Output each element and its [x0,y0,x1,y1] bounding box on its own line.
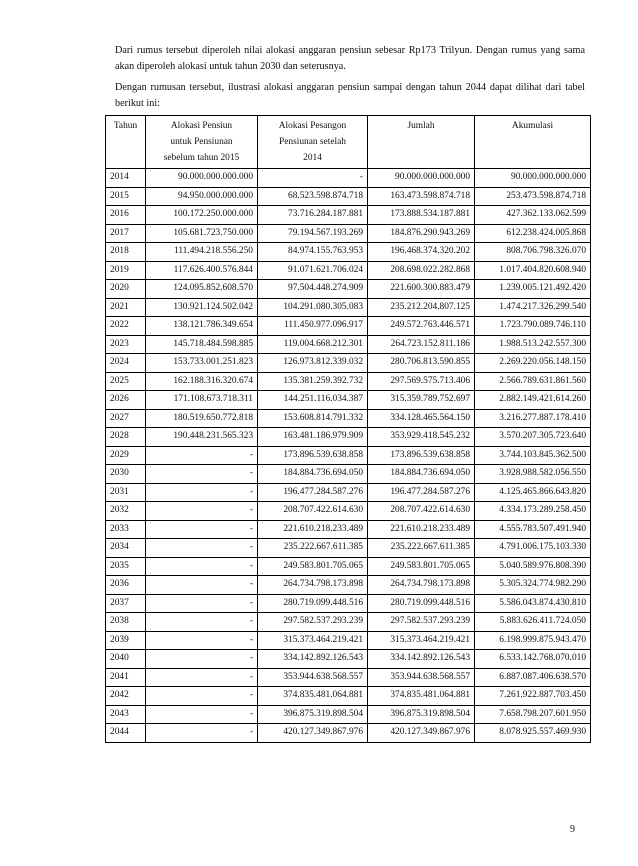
cell-jumlah: 297.569.575.713.406 [368,372,475,391]
table-row [106,668,591,687]
cell-alokasi-pesangon: 84.974.155.763.953 [258,243,368,262]
cell-alokasi-pensiun: 117.626.400.576.844 [146,261,258,280]
table-row [106,206,591,225]
page-number: 9 [570,824,575,835]
cell-alokasi-pesangon: - [258,169,368,188]
cell-jumlah: 297.582.537.293.239 [368,613,475,632]
cell-jumlah: 420.127.349.867.976 [368,724,475,743]
cell-jumlah: 264.734.798.173.898 [368,576,475,595]
cell-akumulasi: 1.723.790.089.746.110 [475,317,591,336]
cell-tahun: 2025 [106,372,146,391]
table-row [106,631,591,650]
cell-alokasi-pensiun: - [146,687,258,706]
cell-alokasi-pensiun: - [146,465,258,484]
cell-tahun: 2023 [106,335,146,354]
cell-alokasi-pensiun: - [146,557,258,576]
cell-alokasi-pesangon: 173.896.539.638.858 [258,446,368,465]
cell-alokasi-pesangon: 315.373.464.219.421 [258,631,368,650]
table-row [106,557,591,576]
cell-alokasi-pesangon: 119.004.668.212.301 [258,335,368,354]
cell-jumlah: 208.707.422.614.630 [368,502,475,521]
table-intro-paragraph: Dengan rumusan tersebut, ilustrasi alokasi anggaran pensiun sampai dengan tahun 2044 dapat dilihat dari tabel berikut ini: [115,82,585,109]
cell-jumlah: 334.128.465.564.150 [368,409,475,428]
cell-alokasi-pensiun: 171.108.673.718.311 [146,391,258,410]
cell-tahun: 2034 [106,539,146,558]
table-row [106,187,591,206]
cell-tahun: 2018 [106,243,146,262]
cell-alokasi-pensiun: - [146,539,258,558]
header-line: Alokasi Pensiun [170,121,233,131]
cell-alokasi-pesangon: 221.610.218.233.489 [258,520,368,539]
cell-akumulasi: 5.586.043.874.430.810 [475,594,591,613]
cell-akumulasi: 253.473.598.874.718 [475,187,591,206]
header-tahun [106,116,146,169]
cell-tahun: 2022 [106,317,146,336]
cell-tahun: 2032 [106,502,146,521]
cell-akumulasi: 7.261.922.887.703.450 [475,687,591,706]
table-row [106,465,591,484]
cell-akumulasi: 3.928.988.582.056.550 [475,465,591,484]
cell-alokasi-pensiun: - [146,520,258,539]
header-jumlah [368,116,475,169]
pension-allocation-table [105,115,591,743]
cell-alokasi-pensiun: - [146,705,258,724]
header-line: 2014 [303,153,322,163]
cell-akumulasi: 1.239.005.121.492.420 [475,280,591,299]
table-row [106,391,591,410]
cell-akumulasi: 3.744.103.845.362.500 [475,446,591,465]
cell-akumulasi: 1.988.513.242.557.300 [475,335,591,354]
cell-jumlah: 196.468.374.320.202 [368,243,475,262]
cell-tahun: 2035 [106,557,146,576]
table-row [106,372,591,391]
cell-alokasi-pensiun: - [146,576,258,595]
cell-jumlah: 315.373.464.219.421 [368,631,475,650]
cell-akumulasi: 6.198.999.875.943.470 [475,631,591,650]
table-row [106,335,591,354]
cell-akumulasi: 2.882.149.421.614.260 [475,391,591,410]
cell-alokasi-pensiun: - [146,613,258,632]
cell-tahun: 2033 [106,520,146,539]
cell-tahun: 2021 [106,298,146,317]
cell-tahun: 2044 [106,724,146,743]
cell-alokasi-pesangon: 420.127.349.867.976 [258,724,368,743]
table-row [106,687,591,706]
cell-alokasi-pensiun: 105.681.723.750.000 [146,224,258,243]
cell-akumulasi: 8.078.925.557.469.930 [475,724,591,743]
cell-jumlah: 334.142.892.126.543 [368,650,475,669]
cell-alokasi-pensiun: 130.921.124.502.042 [146,298,258,317]
table-row [106,539,591,558]
cell-alokasi-pesangon: 208.707.422.614.630 [258,502,368,521]
cell-akumulasi: 90.000.000.000.000 [475,169,591,188]
cell-akumulasi: 5.305.324.774.982.290 [475,576,591,595]
table-row [106,724,591,743]
cell-alokasi-pesangon: 73.716.284.187.881 [258,206,368,225]
cell-jumlah: 353.929.418.545.232 [368,428,475,447]
table-row [106,298,591,317]
table-row [106,243,591,262]
cell-alokasi-pesangon: 264.734.798.173.898 [258,576,368,595]
cell-tahun: 2038 [106,613,146,632]
table-row [106,280,591,299]
cell-jumlah: 280.719.099.448.516 [368,594,475,613]
cell-jumlah: 208.698.022.282.868 [368,261,475,280]
cell-akumulasi: 4.555.783.507.491.940 [475,520,591,539]
cell-tahun: 2043 [106,705,146,724]
cell-jumlah: 90.000.000.000.000 [368,169,475,188]
header-line: Alokasi Pesangon [278,121,347,131]
cell-alokasi-pesangon: 135.381.259.392.732 [258,372,368,391]
table-row [106,261,591,280]
cell-jumlah: 315.359.789.752.697 [368,391,475,410]
cell-akumulasi: 6.887.087.406.638.570 [475,668,591,687]
cell-tahun: 2030 [106,465,146,484]
cell-alokasi-pensiun: 138.121.786.349.654 [146,317,258,336]
cell-tahun: 2020 [106,280,146,299]
cell-jumlah: 173.888.534.187.881 [368,206,475,225]
cell-alokasi-pensiun: 100.172.250.000.000 [146,206,258,225]
cell-alokasi-pesangon: 196.477.284.587.276 [258,483,368,502]
cell-alokasi-pensiun: 94.950.000.000.000 [146,187,258,206]
cell-alokasi-pesangon: 334.142.892.126.543 [258,650,368,669]
cell-tahun: 2027 [106,409,146,428]
table-row [106,409,591,428]
intro-paragraph: Dari rumus tersebut diperoleh nilai alokasi anggaran pensiun sebesar Rp173 Trilyun. Dengan rumus yang sama akan diperoleh alokasi untuk tahun 2030 dan seterusnya. [115,45,585,72]
cell-alokasi-pensiun: - [146,446,258,465]
cell-jumlah: 184.884.736.694.050 [368,465,475,484]
cell-akumulasi: 4.334.173.289.258.450 [475,502,591,521]
table-row [106,705,591,724]
table-row [106,317,591,336]
cell-tahun: 2019 [106,261,146,280]
cell-alokasi-pensiun: 124.095.852.608.570 [146,280,258,299]
cell-alokasi-pesangon: 280.719.099.448.516 [258,594,368,613]
header-alokasi-pesangon [258,116,368,169]
table-row [106,576,591,595]
cell-alokasi-pensiun: 162.188.316.320.674 [146,372,258,391]
cell-alokasi-pesangon: 163.481.186.979.909 [258,428,368,447]
cell-jumlah: 280.706.813.590.855 [368,354,475,373]
cell-tahun: 2040 [106,650,146,669]
cell-alokasi-pesangon: 353.944.638.568.557 [258,668,368,687]
cell-tahun: 2029 [106,446,146,465]
cell-akumulasi: 6.533.142.768.070.010 [475,650,591,669]
cell-jumlah: 196.477.284.587.276 [368,483,475,502]
cell-tahun: 2016 [106,206,146,225]
cell-alokasi-pesangon: 184.884.736.694.050 [258,465,368,484]
cell-alokasi-pesangon: 111.450.977.096.917 [258,317,368,336]
table-row [106,520,591,539]
cell-alokasi-pesangon: 374.835.481.064.881 [258,687,368,706]
table-row [106,594,591,613]
table-row [106,613,591,632]
cell-alokasi-pesangon: 235.222.667.611.385 [258,539,368,558]
cell-akumulasi: 427.362.133.062.599 [475,206,591,225]
table-row [106,483,591,502]
header-line: sebelum tahun 2015 [163,153,240,163]
cell-jumlah: 264.723.152.811.186 [368,335,475,354]
cell-alokasi-pensiun: - [146,650,258,669]
cell-tahun: 2037 [106,594,146,613]
table-row [106,650,591,669]
table-row [106,502,591,521]
cell-akumulasi: 612.238.424.005.868 [475,224,591,243]
table-row [106,354,591,373]
cell-alokasi-pesangon: 297.582.537.293.239 [258,613,368,632]
table-row [106,446,591,465]
cell-akumulasi: 2.269.220.056.148.150 [475,354,591,373]
cell-jumlah: 221.600.300.883.479 [368,280,475,299]
cell-tahun: 2028 [106,428,146,447]
header-line: Jumlah [407,121,435,131]
cell-jumlah: 396.875.319.898.504 [368,705,475,724]
cell-alokasi-pesangon: 126.973.812.339.032 [258,354,368,373]
cell-tahun: 2017 [106,224,146,243]
cell-akumulasi: 5.040.589.976.808.390 [475,557,591,576]
header-line: Tahun [113,121,138,131]
cell-tahun: 2031 [106,483,146,502]
cell-tahun: 2039 [106,631,146,650]
cell-tahun: 2014 [106,169,146,188]
cell-akumulasi: 7.658.798.207.601.950 [475,705,591,724]
cell-akumulasi: 808.706.798.326.070 [475,243,591,262]
cell-alokasi-pesangon: 68.523.598.874.718 [258,187,368,206]
cell-akumulasi: 4.791.006.175.103.330 [475,539,591,558]
cell-alokasi-pesangon: 79.194.567.193.269 [258,224,368,243]
header-line: Akumulasi [511,121,554,131]
cell-alokasi-pesangon: 396.875.319.898.504 [258,705,368,724]
table-row [106,169,591,188]
header-alokasi-pensiun [146,116,258,169]
cell-jumlah: 173.896.539.638.858 [368,446,475,465]
cell-akumulasi: 4.125.465.866.643.820 [475,483,591,502]
cell-alokasi-pensiun: - [146,668,258,687]
cell-alokasi-pesangon: 249.583.801.705.065 [258,557,368,576]
cell-jumlah: 163.473.598.874.718 [368,187,475,206]
cell-akumulasi: 2.566.789.631.861.560 [475,372,591,391]
cell-jumlah: 249.583.801.705.065 [368,557,475,576]
cell-akumulasi: 5.883.626.411.724.050 [475,613,591,632]
cell-alokasi-pensiun: 90.000.000.000.000 [146,169,258,188]
header-line: untuk Pensiunan [170,137,233,147]
cell-alokasi-pensiun: - [146,631,258,650]
table-header-row [106,116,591,169]
cell-alokasi-pesangon: 104.291.080.305.083 [258,298,368,317]
cell-tahun: 2024 [106,354,146,373]
cell-akumulasi: 1.474.217.326.299.540 [475,298,591,317]
cell-alokasi-pesangon: 91.071.621.706.024 [258,261,368,280]
cell-jumlah: 249.572.763.446.571 [368,317,475,336]
cell-alokasi-pensiun: 111.494.218.556.250 [146,243,258,262]
cell-alokasi-pensiun: 153.733.001.251.823 [146,354,258,373]
cell-jumlah: 235.222.667.611.385 [368,539,475,558]
cell-alokasi-pensiun: 145.718.484.598.885 [146,335,258,354]
table-body [106,169,591,743]
table-row [106,428,591,447]
cell-jumlah: 221.610.218.233.489 [368,520,475,539]
cell-tahun: 2036 [106,576,146,595]
cell-akumulasi: 3.570.207.305.723.640 [475,428,591,447]
cell-jumlah: 353.944.638.568.557 [368,668,475,687]
cell-jumlah: 184.876.290.943.269 [368,224,475,243]
table-row [106,224,591,243]
cell-alokasi-pensiun: - [146,594,258,613]
cell-alokasi-pensiun: - [146,483,258,502]
header-line: Pensiunan setelah [279,137,346,147]
cell-alokasi-pensiun: - [146,724,258,743]
cell-alokasi-pesangon: 144.251.116.034.387 [258,391,368,410]
cell-alokasi-pesangon: 97.504.448.274.909 [258,280,368,299]
cell-alokasi-pensiun: 190.448.231.565.323 [146,428,258,447]
cell-tahun: 2041 [106,668,146,687]
cell-tahun: 2015 [106,187,146,206]
cell-alokasi-pensiun: 180.519.650.772.818 [146,409,258,428]
cell-akumulasi: 3.216.277.887.178.410 [475,409,591,428]
cell-tahun: 2042 [106,687,146,706]
cell-jumlah: 374.835.481.064.881 [368,687,475,706]
cell-alokasi-pesangon: 153.608.814.791.332 [258,409,368,428]
cell-tahun: 2026 [106,391,146,410]
cell-jumlah: 235.212.204.807.125 [368,298,475,317]
cell-akumulasi: 1.017.404.820.608.940 [475,261,591,280]
header-akumulasi [475,116,591,169]
cell-alokasi-pensiun: - [146,502,258,521]
